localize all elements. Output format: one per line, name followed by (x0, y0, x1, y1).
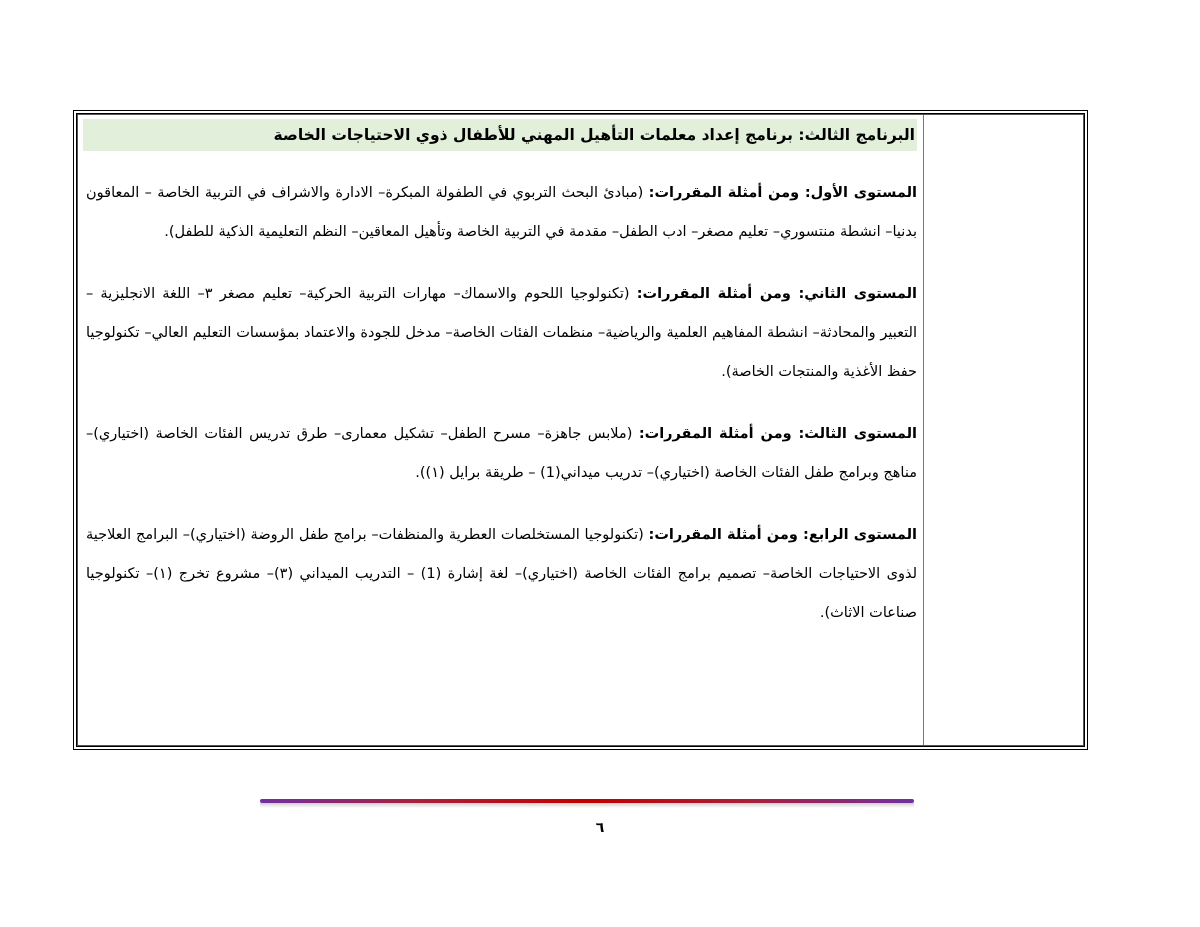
level-1-label: المستوى الأول: ومن أمثلة المقررات: (648, 185, 917, 201)
program-cell (78, 115, 924, 745)
program-title: البرنامج الثالث: برنامج إعداد معلمات التأهيل المهني للأطفال ذوي الاحتياجات الخاصة (83, 119, 917, 151)
level-1 (86, 174, 917, 252)
level-4 (86, 516, 917, 633)
level-4-courses: (تكنولوجيا المستخلصات العطرية والمنظفات– برامج طفل الروضة (اختياري)– البرامج العلاجية لذوى الاحتياجات الخاصة– تصميم برامج الفئات الخاصة (اختياري)– لغة إشارة (1) – التدريب الميداني (٣)– مشروع تخرج (١)– تكنولوجيا صناعات الاثاث). (86, 527, 917, 621)
level-2-label: المستوى الثاني: ومن أمثلة المقررات: (636, 286, 917, 302)
level-3-courses: (ملابس جاهزة– مسرح الطفل– تشكيل معمارى– طرق تدريس الفئات الخاصة (اختياري)– مناهج وبرامج طفل الفئات الخاصة (اختياري)– تدريب ميداني(1) – طريقة برايل (١)). (86, 426, 917, 481)
content-table (73, 110, 1088, 750)
level-2-courses: (تكنولوجيا اللحوم والاسماك– مهارات التربية الحركية– تعليم مصغر ٣– اللغة الانجليزية – التعبير والمحادثة– انشطة المفاهيم العلمية والرياضية– منظمات الفئات الخاصة– مدخل للجودة والاعتماد بمؤسسات التعليم العالي– تكنولوجيا حفظ الأغذية والمنتجات الخاصة). (86, 286, 917, 380)
level-1-courses: (مبادئ البحث التربوي في الطفولة المبكرة– الادارة والاشراف في التربية الخاصة – المعاقون بدنيا– انشطة منتسوري– تعليم مصغر– ادب الطفل– مقدمة في التربية الخاصة وتأهيل المعاقين– النظم التعليمية الذكية للطفل). (86, 185, 917, 240)
page-number: ٦ (595, 820, 605, 836)
empty-side-cell (924, 115, 1083, 745)
level-4-label: المستوى الرابع: ومن أمثلة المقررات: (648, 527, 917, 543)
level-3 (86, 415, 917, 493)
footer-divider-shadow (260, 803, 914, 808)
level-2 (86, 275, 917, 392)
table-row (77, 114, 1084, 746)
level-3-label: المستوى الثالث: ومن أمثلة المقررات: (638, 426, 917, 442)
